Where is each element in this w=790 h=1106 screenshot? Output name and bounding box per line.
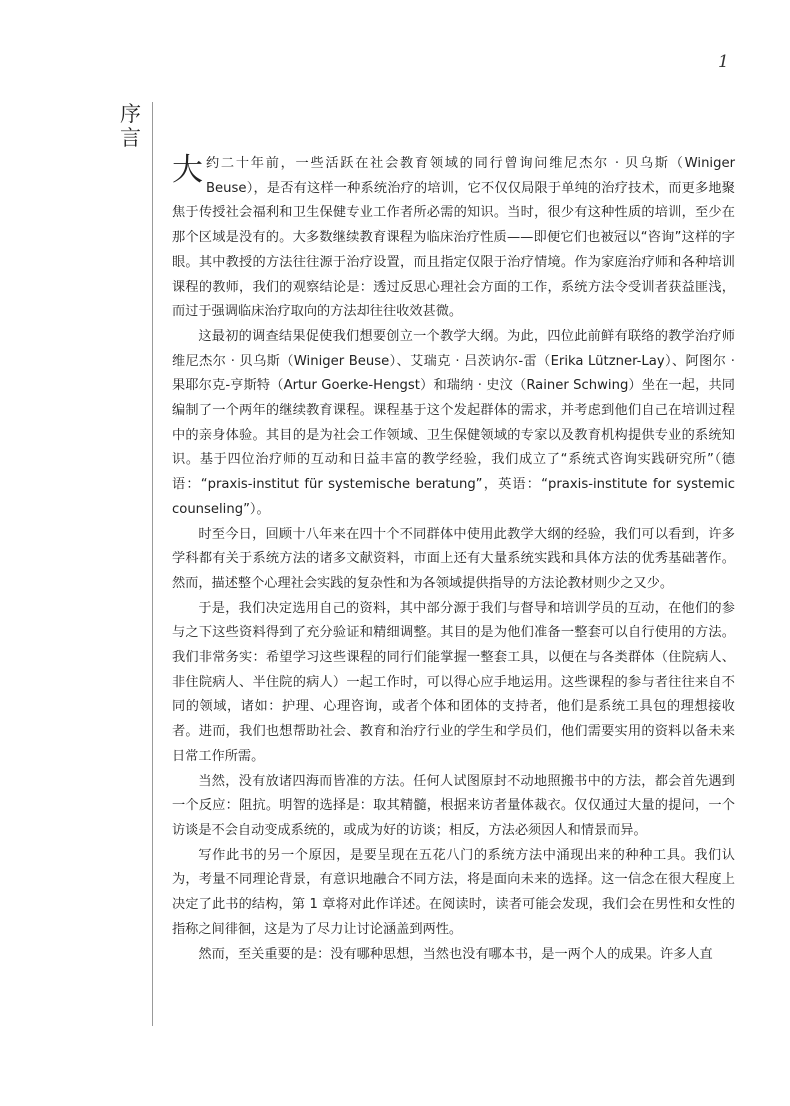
paragraph-5: 当然，没有放诸四海而皆准的方法。任何人试图原封不动地照搬书中的方法，都会首先遇到一个反应：阻抗。明智的选择是：取其精髓，根据来访者量体裁衣。仅仅通过大量的提问，一个访谈是不会自动变成系统的，或成为好的访谈；相反，方法必须因人和情景而异。 bbox=[172, 773, 735, 838]
section-title-char-2: 言 bbox=[120, 126, 141, 150]
paragraph-1-text: 约二十年前，一些活跃在社会教育领域的同行曾询问维尼杰尔 · 贝乌斯（Winiger Beuse），是否有这样一种系统治疗的培训，它不仅仅局限于单纯的治疗技术，而更多地聚焦于传授社会福利和卫生保健专业工作者所必需的知识。当时，很少有这种性质的培训，至少在那个区域是没有的。大多数继续教育课程为临床治疗性质——即便它们也被冠以“咨询”这样的字眼。其中教授的方法往往源于治疗设置，而且指定仅限于治疗情境。作为家庭治疗师和各种培训课程的教师，我们的观察结论是：透过反思心理社会方面的工作，系统方法令受训者获益匪浅，而过于强调临床治疗取向的方法却往往收效甚微。 bbox=[172, 156, 735, 320]
drop-cap: 大 bbox=[172, 152, 203, 188]
paragraph-3: 时至今日，回顾十八年来在四十个不同群体中使用此教学大纲的经验，我们可以看到，许多学科都有关于系统方法的诸多文献资料，市面上还有大量系统实践和具体方法的优秀基础著作。然而，描述整个心理社会实践的复杂性和为各领域提供指导的方法论教材则少之又少。 bbox=[172, 526, 735, 591]
paragraph-2: 这最初的调查结果促使我们想要创立一个教学大纲。为此，四位此前鲜有联络的教学治疗师维尼杰尔 · 贝乌斯（Winiger Beuse）、艾瑞克 · 吕茨讷尔-雷（Erika Lützner-Lay）、阿图尔 · 果耶尔克-亨斯特（Artur Goerke-Hengst）和瑞纳 · 史汶（Rainer Schwing）坐在一起，共同编制了一个两年的继续教育课程。课程基于这个发起群体的需求，并考虑到他们自己在培训过程中的亲身体验。其目的是为社会工作领域、卫生保健领域的专家以及教育机构提供专业的系统知识。基于四位治疗师的互动和日益丰富的教学经验，我们成立了“系统式咨询实践研究所”（德语：“praxis-institut für systemische beratung”，英语：“praxis-institute for systemic counseling”）。 bbox=[172, 328, 735, 517]
section-title-char-1: 序 bbox=[120, 102, 141, 126]
paragraph-4: 于是，我们决定选用自己的资料，其中部分源于我们与督导和培训学员的互动，在他们的参与之下这些资料得到了充分验证和精细调整。其目的是为他们准备一整套可以自行使用的方法。我们非常务实：希望学习这些课程的同行们能掌握一整套工具，以便在与各类群体（住院病人、非住院病人、半住院的病人）一起工作时，可以得心应手地运用。这些课程的参与者往往来自不同的领域，诸如：护理、心理咨询，或者个体和团体的支持者，他们是系统工具包的理想接收者。进而，我们也想帮助社会、教育和治疗行业的学生和学员们，他们需要实用的资料以备未来日常工作所需。 bbox=[172, 600, 735, 764]
page-number: 1 bbox=[718, 52, 729, 72]
margin-rule bbox=[152, 102, 153, 1026]
paragraph-7: 然而，至关重要的是：没有哪种思想，当然也没有哪本书，是一两个人的成果。许多人直 bbox=[198, 946, 713, 962]
section-title bbox=[120, 102, 144, 150]
paragraph-6: 写作此书的另一个原因，是要呈现在五花八门的系统方法中涌现出来的种种工具。我们认为，考量不同理论背景，有意识地融合不同方法，将是面向未来的选择。这一信念在很大程度上决定了此书的结构，第 1 章将对此作详述。在阅读时，读者可能会发现，我们会在男性和女性的指称之间徘徊，这是为了尽力让讨论涵盖到两性。 bbox=[172, 847, 735, 937]
paragraph-1 bbox=[172, 152, 735, 325]
preface-body bbox=[172, 152, 735, 967]
